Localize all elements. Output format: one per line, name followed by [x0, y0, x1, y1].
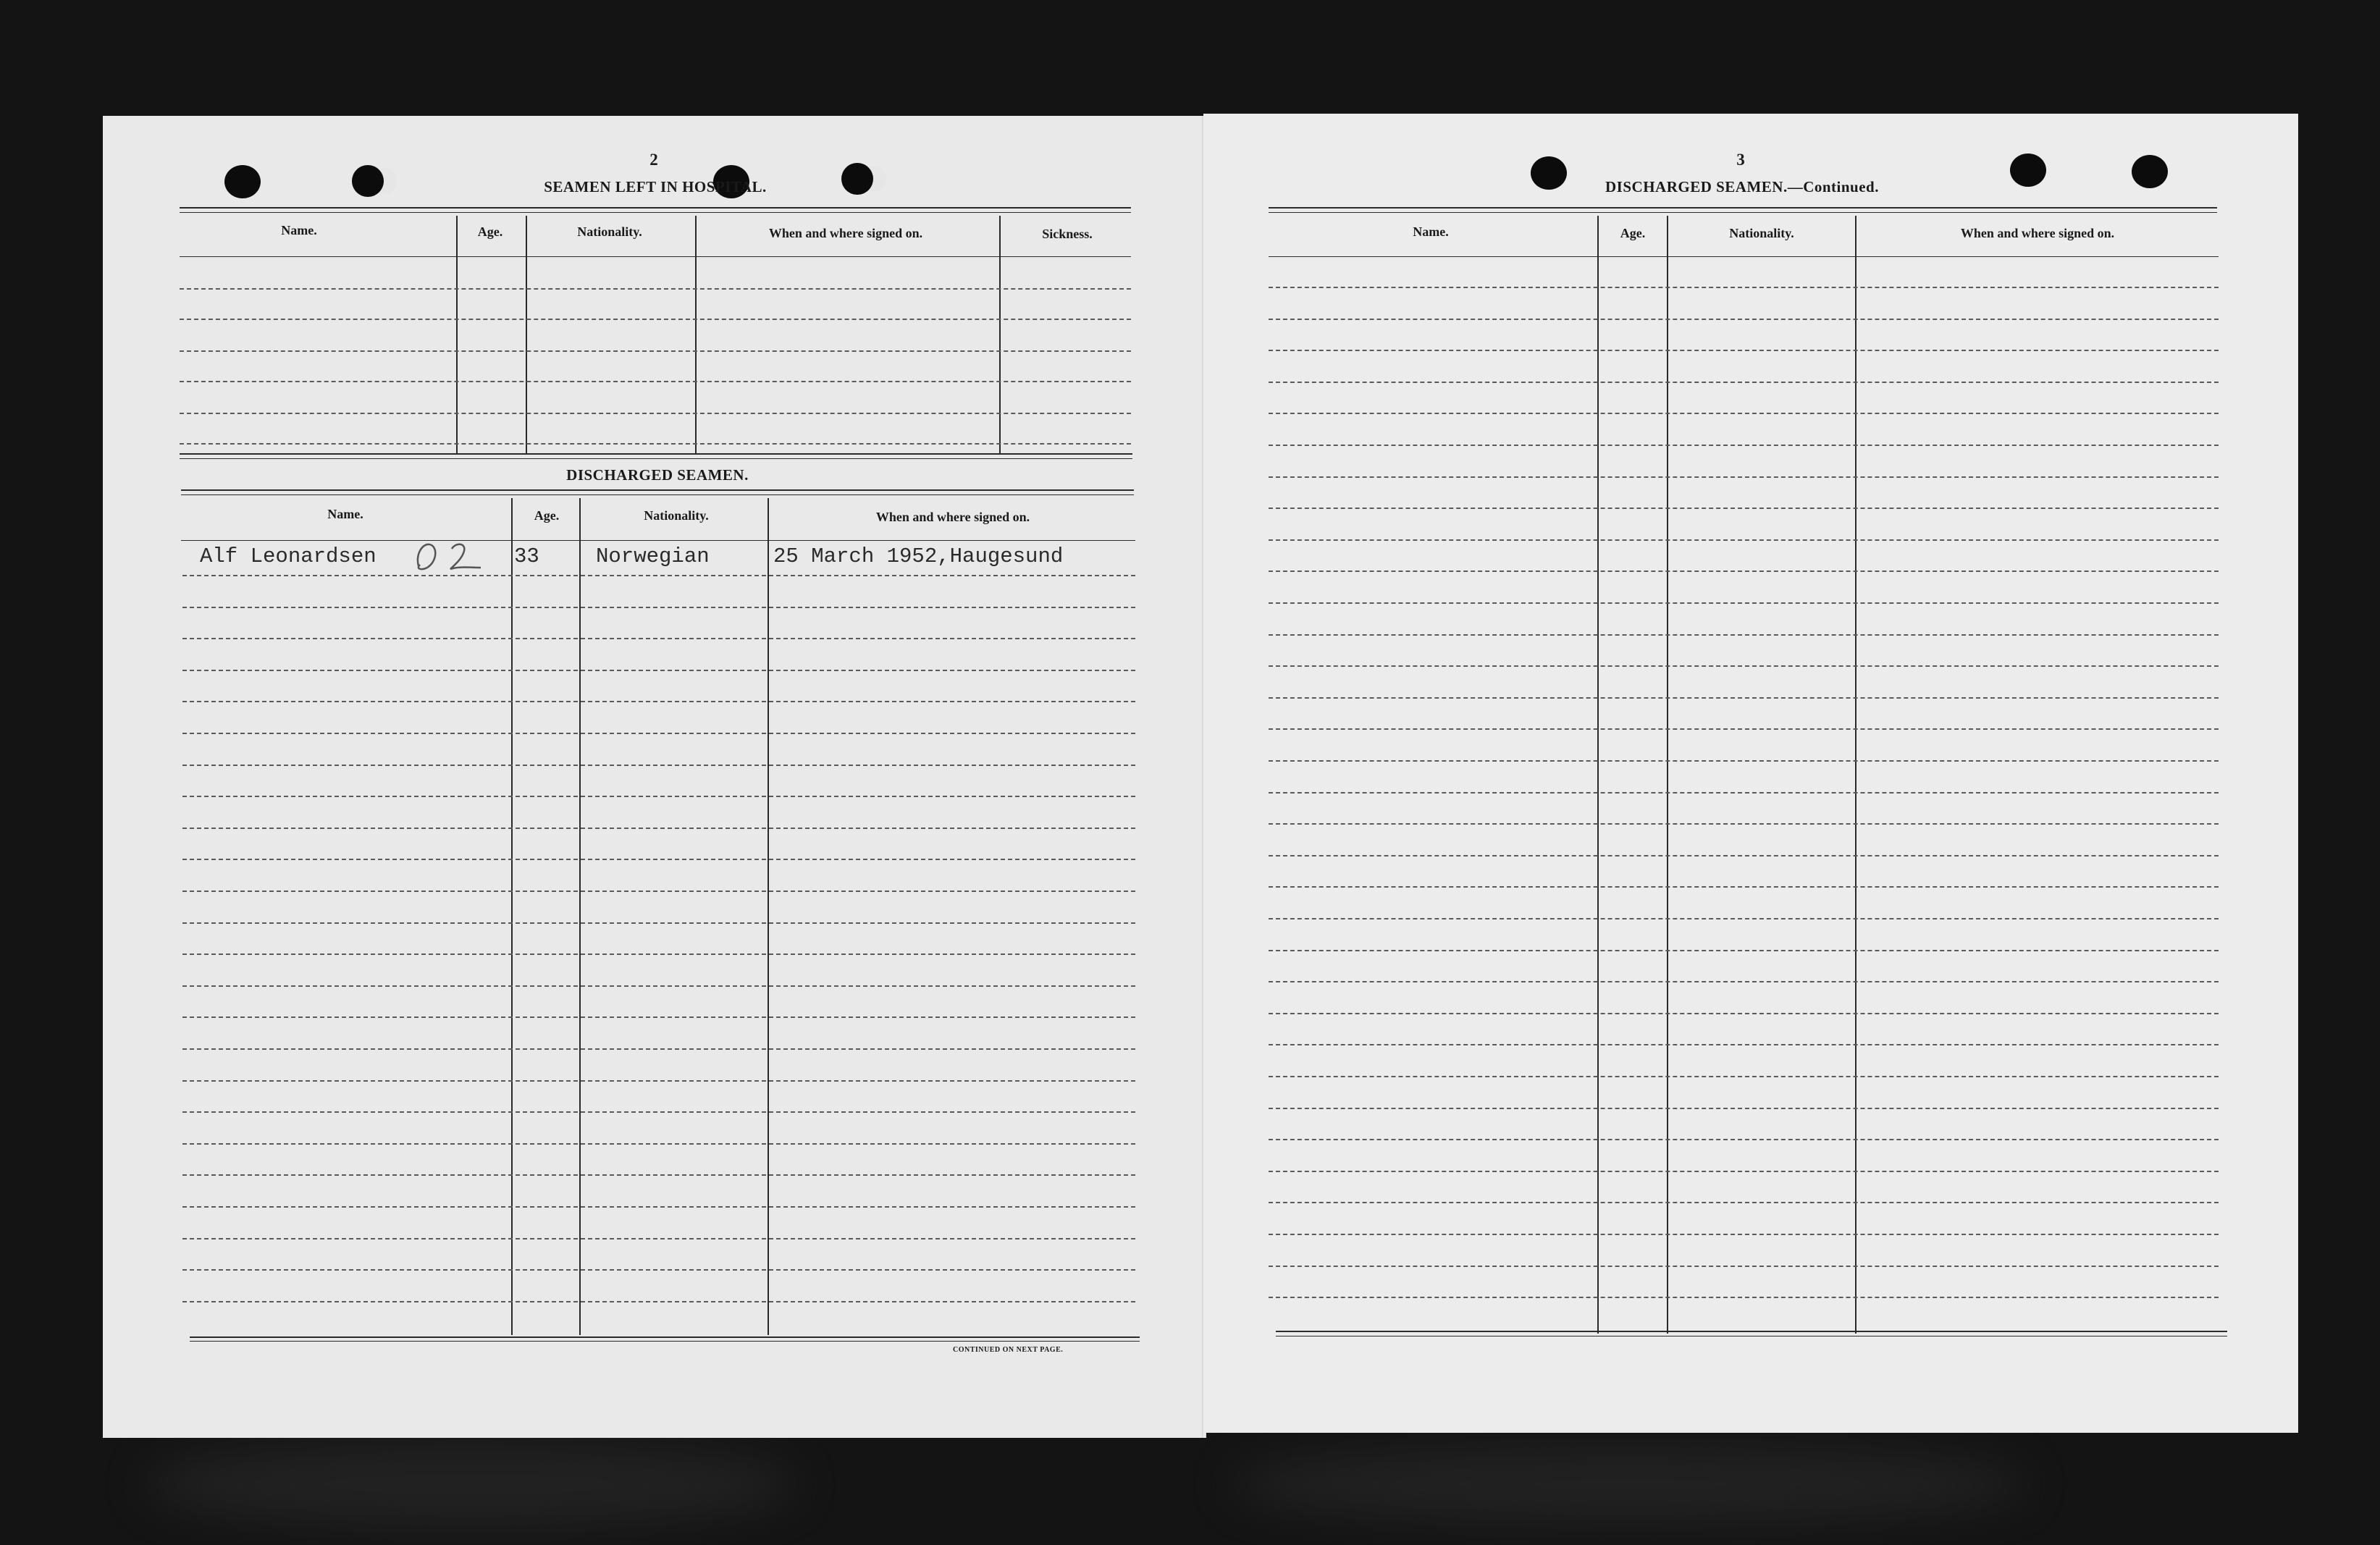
row-line: [182, 922, 1135, 924]
right-table-top-rule: [1269, 207, 2217, 209]
row-line: [1269, 413, 2219, 414]
discharged-header-rule: [181, 540, 1135, 541]
row-line: [1269, 319, 2219, 320]
discharged-col-divider: [579, 498, 581, 1335]
seaman-signed-on: 25 March 1952,Haugesund: [773, 544, 1064, 568]
discharged-table-bottom-rule-2: [190, 1341, 1140, 1342]
row-line: [1269, 539, 2219, 541]
row-line: [1269, 1202, 2219, 1203]
row-line: [1269, 1108, 2219, 1109]
row-line: [1269, 697, 2219, 699]
discharged-col-divider: [511, 498, 513, 1335]
page-number-left: 2: [649, 151, 658, 169]
continued-note: CONTINUED ON NEXT PAGE.: [953, 1346, 1064, 1354]
row-line: [182, 1048, 1135, 1050]
hospital-col-signed-on: When and where signed on.: [768, 226, 923, 240]
row-line: [1269, 476, 2219, 478]
discharged-col-nationality: Nationality.: [644, 508, 709, 523]
row-line: [182, 1174, 1135, 1176]
row-line: [1269, 823, 2219, 825]
right-col-age: Age.: [1620, 226, 1646, 240]
hospital-table-bottom-rule: [180, 453, 1132, 455]
row-line: [182, 733, 1135, 734]
row-line: [1269, 445, 2219, 446]
hospital-col-nationality: Nationality.: [577, 224, 642, 239]
hospital-col-sickness: Sickness.: [1042, 227, 1093, 241]
scan-background-shade: [145, 1441, 796, 1528]
row-line: [182, 1269, 1135, 1271]
row-line: [182, 828, 1135, 829]
row-line: [1269, 1171, 2219, 1172]
hospital-table-bottom-rule-2: [180, 458, 1132, 459]
page-number-right: 3: [1736, 151, 1745, 169]
row-line: [182, 1206, 1135, 1208]
row-line: [1269, 1139, 2219, 1140]
punch-hole: [2010, 153, 2046, 187]
scan-background-shade: [1231, 1444, 2027, 1524]
discharged-col-name: Name.: [327, 507, 363, 521]
hospital-row-line: [180, 288, 1131, 290]
discharged-table-bottom-rule: [190, 1336, 1140, 1338]
hospital-col-divider: [456, 216, 458, 453]
row-line: [1269, 1044, 2219, 1045]
row-line: [182, 1238, 1135, 1239]
right-col-divider: [1667, 216, 1668, 1334]
row-line: [182, 953, 1135, 955]
hospital-row-line: [180, 443, 1131, 445]
punch-hole: [2132, 155, 2168, 188]
row-line: [1269, 1076, 2219, 1077]
hospital-col-divider: [999, 216, 1001, 453]
hospital-table-top-rule-2: [180, 212, 1131, 213]
hospital-row-line: [180, 413, 1131, 414]
right-table-bottom-rule: [1276, 1331, 2227, 1332]
hospital-row-line: [180, 350, 1131, 352]
row-line: [182, 670, 1135, 671]
row-line: [1269, 855, 2219, 856]
right-col-divider: [1597, 216, 1599, 1334]
row-line: [182, 891, 1135, 892]
discharged-col-divider: [768, 498, 769, 1335]
right-header-rule: [1269, 256, 2219, 257]
row-line: [1269, 508, 2219, 509]
right-col-nationality: Nationality.: [1729, 226, 1794, 240]
row-line: [182, 607, 1135, 608]
hospital-section-title: SEAMEN LEFT IN HOSPITAL.: [544, 178, 767, 195]
discharged-col-age: Age.: [534, 508, 560, 523]
row-line: [1269, 1013, 2219, 1014]
seaman-age: 33: [514, 544, 539, 568]
seaman-nationality: Norwegian: [596, 544, 710, 568]
row-line: [1269, 792, 2219, 793]
row-line: [1269, 1234, 2219, 1235]
row-line: [1269, 886, 2219, 888]
row-line: [1269, 602, 2219, 604]
right-col-name: Name.: [1413, 224, 1449, 239]
discharged-table-top-rule-2: [181, 494, 1134, 495]
row-line: [182, 1016, 1135, 1018]
row-line: [1269, 1266, 2219, 1267]
discharged-section-title: DISCHARGED SEAMEN.: [566, 466, 749, 484]
row-line: [182, 1080, 1135, 1082]
row-line: [182, 1111, 1135, 1113]
row-line: [1269, 382, 2219, 383]
hospital-col-age: Age.: [477, 224, 503, 239]
right-col-divider: [1855, 216, 1857, 1334]
punch-hole: [352, 165, 384, 197]
row-line: [1269, 760, 2219, 762]
row-line: [1269, 950, 2219, 951]
right-col-signed-on: When and where signed on.: [1960, 226, 2115, 240]
row-line: [1269, 918, 2219, 919]
row-line: [1269, 728, 2219, 730]
row-line: [1269, 350, 2219, 351]
handwritten-annotation: [405, 539, 492, 575]
row-line: [182, 638, 1135, 639]
row-line: [182, 985, 1135, 987]
discharged-col-signed-on: When and where signed on.: [875, 510, 1030, 524]
discharged-continued-title: DISCHARGED SEAMEN.—Continued.: [1605, 178, 1879, 195]
hospital-table-top-rule: [180, 207, 1131, 209]
row-line: [1269, 665, 2219, 667]
row-line: [1269, 287, 2219, 288]
hospital-row-line: [180, 319, 1131, 320]
row-line: [182, 796, 1135, 797]
row-line: [182, 701, 1135, 702]
punch-hole: [841, 163, 873, 195]
punch-hole: [224, 165, 261, 198]
row-line: [1269, 634, 2219, 636]
row-line: [182, 1143, 1135, 1145]
row-line: [182, 765, 1135, 766]
row-line: [1269, 571, 2219, 572]
right-table-top-rule-2: [1269, 212, 2217, 213]
punch-hole: [1531, 156, 1567, 190]
hospital-header-rule: [180, 256, 1131, 257]
row-line: [182, 575, 1135, 576]
seaman-name: Alf Leonardsen: [200, 544, 377, 568]
discharged-table-top-rule: [181, 489, 1134, 491]
row-line: [1269, 1297, 2219, 1298]
hospital-col-divider: [695, 216, 697, 453]
hospital-row-line: [180, 381, 1131, 382]
left-page: [103, 116, 1203, 1438]
row-line: [182, 859, 1135, 860]
row-line: [182, 1301, 1135, 1302]
hospital-col-name: Name.: [281, 223, 317, 237]
row-line: [1269, 981, 2219, 982]
hospital-col-divider: [526, 216, 527, 453]
